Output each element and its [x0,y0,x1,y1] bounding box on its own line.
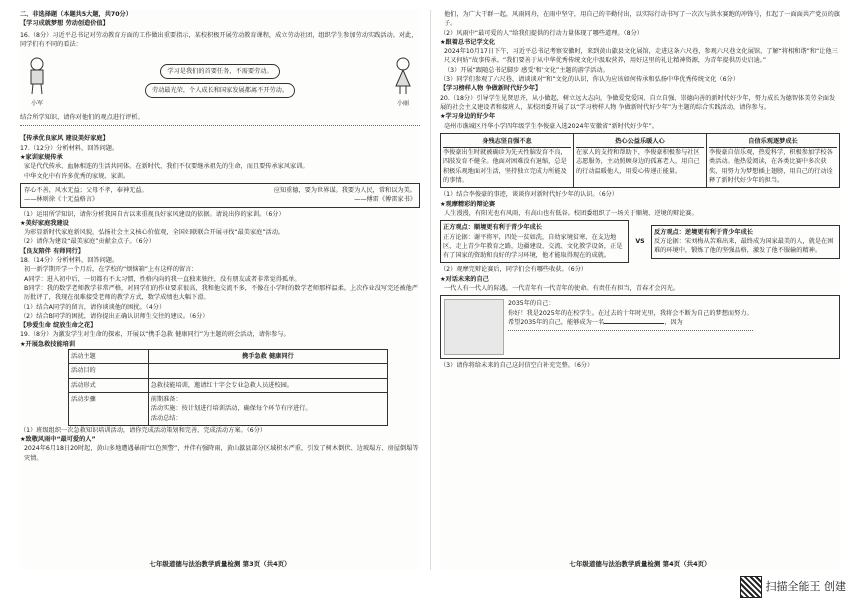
subsection-heading: ★美好家庭我建设 [20,219,69,227]
question-16: 16.（8分）习近平总书记对劳动教育方面的工作做出重要指示，某校积极开展劳动教育课程，成立劳动社团，组织学生参加劳动实践活动。对此，同学们有不同的看法： [20,31,418,48]
column-title: 自信乐观逐梦成长 [709,136,837,148]
letter-fill-in: 希望2035年的自己，能够成为一名 ，因为 [508,318,683,326]
subsection-heading: ★致敬风雨中“最可爱的人” [20,436,96,444]
row-label: 活动主题 [69,350,149,364]
subsection-heading: ★开展急救技能培训 [20,340,76,348]
letter-greeting: 2035年的自己： [508,300,555,308]
question-18-2: （2）结合B同学的困扰，请你提出正确认识师生交往的建议。（6分） [20,312,209,320]
versus-label: VS [635,238,645,246]
question-17-1: （1）运用所学知识，请你分析我国自古以来重视良好家风建设的依据。请说出你的家训。（6分） [20,210,285,218]
activity-steps [148,392,387,425]
motto-1: 存心不善，风水无益；父母不孝，奉神无益。 [24,186,148,194]
module-heading: 【学习成就梦想 劳动创造价值】 [20,20,109,28]
question-20: 20.（18分）引导学生见贤思齐，从小做起，树立远大志向，争做爱党爱国、自立自强、崇德向善的新时代好少年，努力成长为德智体美劳全面发展的社会主义建设者和接班人，某校团委开展了以“学习榜样人物 争做新时代好少年”为主题的综合实践活动，请你参与。 [440,94,836,111]
answer-space [20,125,420,131]
question-19-3: （3）同学们参观了六尺巷，请谈谈对“和”文化的认识，你认为应该如何传承和弘扬中华优秀传统文化（6分） [440,76,739,84]
question-20-2: （2）观摩完辩论赛后，同学们会有哪些收获。（6分） [440,266,588,274]
column-2 [573,134,706,187]
row-label: 活动目的 [69,364,149,378]
motto-2-source: ——傅雷《傅雷家书》 [354,196,416,204]
step-prep: 前期准备： [150,395,182,403]
activity-plan-table [68,349,388,426]
section-title: 二、非选择题（本题共5大题，共70分） [20,11,132,18]
activity-form: 急救技能培训，邀请红十字会专业急救人员进校园。 [148,378,387,392]
speech-bubble-2: 劳动最光荣，个人成长和国家发展都离不开劳动。 [145,83,295,98]
negative-view: 反方观点：逆境更有利于青少年成长 [654,228,753,236]
activity-theme: 携手急救 健康同行 [148,350,387,364]
blank-line[interactable] [508,330,753,336]
boy-illustration-icon [24,56,50,96]
qr-code-icon [740,576,762,598]
paragraph: 初一新学期开学一个月后，在学校的“烦恼箱”上有这样的留言： [24,266,198,274]
student-a-message: A同学：进入初中后，一切都有不太习惯，性格内向的我一直独来独往，没有朋友或者非常觉得孤单。 [24,275,301,283]
speech-bubble-1: 学习是我们的首要任务，不需要劳动。 [160,64,279,79]
column-1 [441,134,573,187]
student-b-message: B同学：我的数学老师教学非常严格，对同学们的作业要求很高，我和他交流不多，不像在小学时的数学老师那样温柔。上次作业没写完还被他严厉批评了，我现在很难接受老师的教学方式，数学成绩也大幅下滑。 [24,284,419,302]
paragraph: 中华文化中有许多优秀的家规、家训。 [24,172,130,180]
paragraph: 他们，为广大干群一起，风雨同舟，在雨中坚守，用自己的辛勤付出，以实际行动书写了一次次与洪水赛跑的冲锋号，扛起了一面面共产党员的旗子。 [444,11,840,28]
column-title: 热心公益乐暖人心 [576,136,704,148]
question-19-2: （2）风雨中“最可爱的人”给我们提供的行动力量体现了哪些道理。（8分） [440,29,643,37]
subsection-heading: ★对话未来的自己 [440,275,489,283]
subsection-heading: ★学习身边的好少年 [440,113,496,121]
family-motto-box [20,183,420,208]
motto-1-source: ——林则徐《十无益格言》 [24,196,99,204]
column-text: 李俊豪自信乐观，热爱科学，积极参加学校各类活动。他热爱阅读，在各类比赛中多次获奖，用努力为梦想插上翅膀，用自己的行动诠释了新时代好少年的担当。 [709,149,833,185]
step-implement: 活动实施：按计划进行培训活动，确保每个环节有序进行。 [150,405,312,413]
girl-figure [386,56,420,106]
column-3 [706,134,839,187]
page-footer: 七年级道德与法治教学质量检测 第3页（共4页） [149,560,291,569]
boy-figure [20,56,54,106]
question-17-2: （2）请你为建设“最美家庭”贡献金点子。（6分） [20,238,155,246]
letter-body: 你好！我是2025年的在校学生。在过去的十年时光里，我将会不断为自己的梦想而努力。 [508,309,753,317]
girl-name: 小丽 [396,100,409,108]
letter-illustration [444,299,504,355]
row-label: 活动形式 [69,378,149,392]
role-model-columns [440,133,840,188]
subsection-heading: ★跟着总书记学文化 [440,38,496,46]
motto-2: 应知重德，要为世界谋。我要为人民，常和以为美。 [273,186,416,194]
paragraph: 一代人有一代人的际遇，一代青年有一代青年的使命。有责任有担当，青春才会闪光。 [444,285,680,293]
affirmative-view: 正方观点：顺境更有利于青少年成长 [443,224,542,232]
column-text: 在家人的支持和帮助下，李俊豪积极参与社区志愿服务，主动照顾身边的孤寡老人，用自己的行动温暖他人，用爱心传递正能量。 [576,149,700,175]
paragraph: 2024年10月17日下午，习近平总书记考察安徽时，来到黄山歙县文化展馆，走进这条六尺巷，参观六尺巷文化展馆，了解“将相和谐”和“让他三尺又何妨”故事传承。“我们要善于从中华优秀传统文化中汲取营养，用好这里的礼让精神资源，为青年提供历史启迪。” [444,48,838,65]
paragraph: （3）开展“跟随总书记脚步 感受‘和’文化”主题的游学活动。 [444,66,609,74]
cartoon-dialogue [20,52,420,110]
paragraph: 人生漫漫，有阳光也有风雨，有高山也有低谷。校团委组织了一场关于顺境、逆境的辩论赛。 [444,209,698,217]
module-heading: 【学习榜样人物 争做新时代好少年】 [440,85,542,93]
page-divider [430,10,431,570]
paragraph: 2024年6月18日20时起，黄山多地遭遇暴雨“红色预警”，并伴有强降雨，黄山歙县部分区域积水严重，引发了树木倒伏、边坡塌方、房屋倒塌等灾情。 [24,445,419,462]
blank-line[interactable] [604,323,664,324]
question-18-1: （1）结合A同学的留言，请你谈谈他的困扰。（4分） [20,303,166,311]
question-18: 18.（14分）分析材料，回答问题。 [20,257,119,265]
question-19-1: （1）班级组织一次急救知识培训活动，请你完成活动策划和完善，完成活动方案。（6分） [20,426,267,434]
girl-illustration-icon [390,56,416,96]
affirmative-evidence: 正方论据：谢平将军，四处一贫如洗，自幼家境贫寒，在支边地区，走上青少年教育之路，边疆建设、交流、文化教学设备，正是有了国家的资助和良好的学习环境，他才能取得现在的成就。 [443,233,623,260]
subsection-heading: ★家训家规传承 [20,154,63,162]
letter-to-future-self [440,295,840,359]
module-heading: 【珍爱生命 绽放生命之花】 [20,322,97,330]
question-19: 19.（8分）为激发学生对生命的探索，开展以“携手急救 健康同行”为主题的班会活动，请你参与。 [20,331,290,339]
activity-purpose [148,364,387,378]
exam-page-3 [20,10,420,570]
question-16-prompt: 结合所学知识，请你对他们的观点进行评析。 [20,114,144,122]
boy-name: 小军 [30,100,43,108]
paragraph: 家是代代传承、血脉相连的生活共同体。在新时代，我们不仅要继承祖先的生命，而且要传承家风家训。 [24,163,309,171]
exam-page-4 [440,10,840,570]
question-20-1: （1）结合李俊豪的事迹，谈谈你对新时代好少年的认识。（6分） [440,191,619,199]
subsection-heading: ★观摩精彩的辩论赛 [440,200,496,208]
watermark-text: 扫描全能王 创建 [765,579,846,593]
step-summary: 活动总结： [150,414,182,422]
paragraph: 为彰显新时代家庭新风貌，弘扬社会主义核心价值观，全国妇联联合开展寻找“最美家庭”活动。 [24,229,285,237]
row-label: 活动步骤 [69,392,149,425]
scanner-watermark [740,576,847,598]
question-20-3: （3）请你将给未来的自己这封信空白补充完整。（6分） [440,362,594,370]
affirmative-side [440,220,629,263]
page-footer: 七年级道德与法治教学质量检测 第4页（共4页） [569,560,711,569]
module-heading: 【良友陪伴 有师同行】 [20,247,85,255]
debate-panel [440,220,840,263]
module-heading: 【传承优良家风 建设美好家庭】 [20,135,109,143]
negative-side [651,225,840,259]
paragraph: 亳州市谯城区丹华小学四年级学生李俊豪入选2024年安徽省“新时代好少年”。 [444,122,658,130]
question-17: 17.（12分）分析材料，回答问题。 [20,144,119,152]
column-title: 身残志坚自强不息 [443,136,571,148]
negative-evidence: 反方论据：宋刘梅从苦难出来，最终成为国家最美的人，就是在困难的环境中，锻炼了他的坚强品格，激发了他不服输的精神。 [654,238,834,255]
column-text: 李俊豪出生时就被确诊为先天性脑发育不良，四肢发育不健全。他面对困难没有退缩，总是积极乐观地面对生活，坚持独立完成力所能及的事情。 [443,149,567,185]
